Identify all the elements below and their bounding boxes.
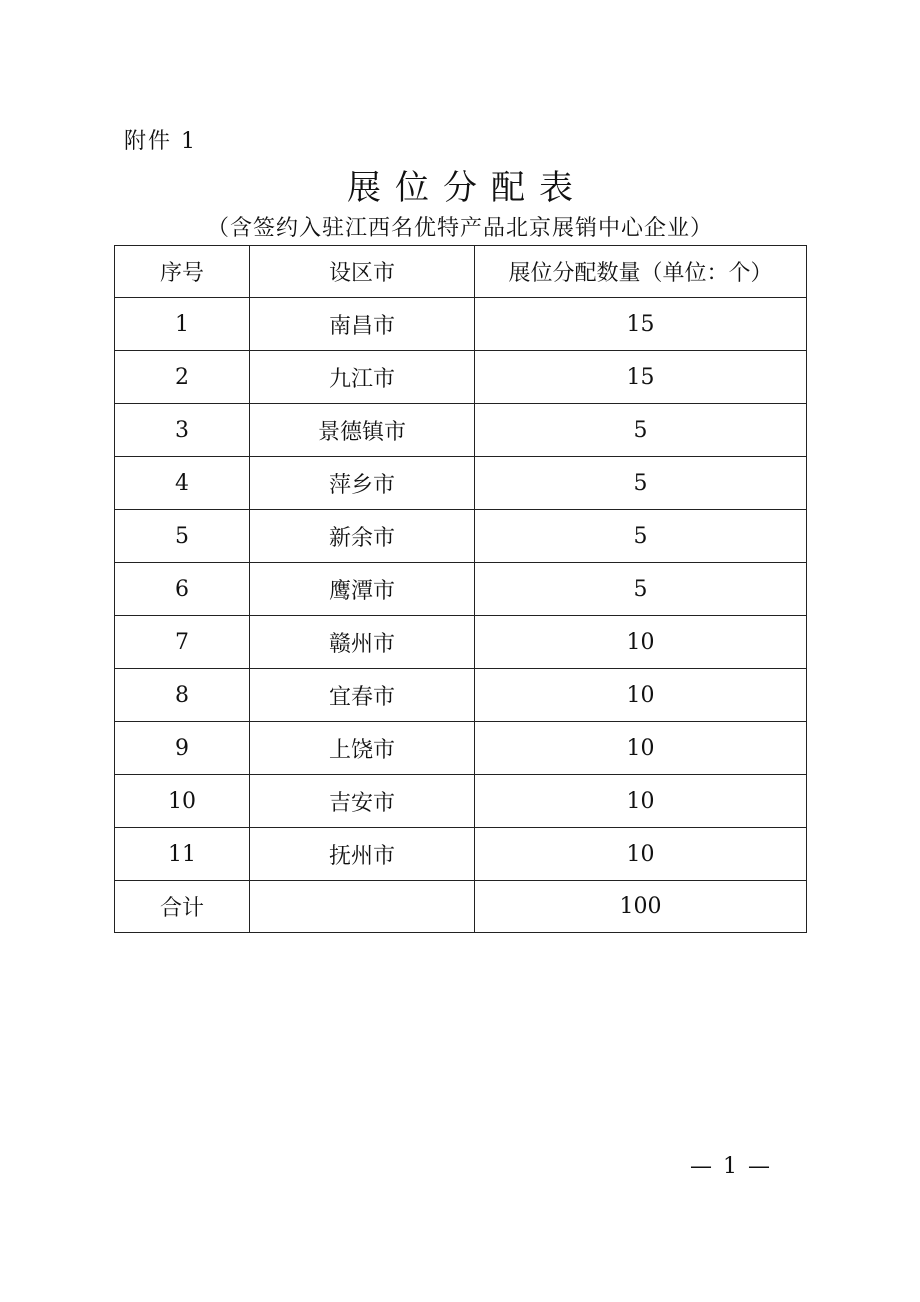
cell-count: 10 <box>475 616 807 669</box>
page-subtitle: （含签约入驻江西名优特产品北京展销中心企业） <box>206 216 713 241</box>
table-row <box>115 669 807 722</box>
table-row <box>115 722 807 775</box>
allocation-table <box>114 245 807 933</box>
cell-count: 5 <box>475 457 807 510</box>
cell-index: 2 <box>115 351 250 404</box>
table-row <box>115 510 807 563</box>
page-title: 展位分配表 <box>347 168 587 208</box>
cell-city: 新余市 <box>250 510 475 563</box>
table-row <box>115 457 807 510</box>
cell-count: 10 <box>475 669 807 722</box>
cell-city: 鹰潭市 <box>250 563 475 616</box>
cell-city: 萍乡市 <box>250 457 475 510</box>
column-header-index: 序号 <box>115 246 250 298</box>
column-header-city: 设区市 <box>250 246 475 298</box>
cell-count: 10 <box>475 722 807 775</box>
cell-index: 10 <box>115 775 250 828</box>
cell-count: 15 <box>475 298 807 351</box>
cell-city: 赣州市 <box>250 616 475 669</box>
total-label: 合计 <box>115 881 250 933</box>
attachment-label: 附件 1 <box>124 129 197 154</box>
cell-index: 3 <box>115 404 250 457</box>
cell-city: 上饶市 <box>250 722 475 775</box>
cell-index: 5 <box>115 510 250 563</box>
cell-count: 10 <box>475 775 807 828</box>
table-row <box>115 828 807 881</box>
cell-index: 4 <box>115 457 250 510</box>
table-row <box>115 351 807 404</box>
cell-index: 8 <box>115 669 250 722</box>
cell-city: 南昌市 <box>250 298 475 351</box>
table-row <box>115 404 807 457</box>
cell-count: 10 <box>475 828 807 881</box>
cell-city: 宜春市 <box>250 669 475 722</box>
cell-index: 9 <box>115 722 250 775</box>
cell-index: 11 <box>115 828 250 881</box>
cell-count: 15 <box>475 351 807 404</box>
total-city-empty <box>250 881 475 933</box>
cell-count: 5 <box>475 563 807 616</box>
cell-index: 1 <box>115 298 250 351</box>
cell-count: 5 <box>475 510 807 563</box>
table-row <box>115 298 807 351</box>
table-row <box>115 775 807 828</box>
page-number: — 1 — <box>690 1154 772 1179</box>
cell-city: 吉安市 <box>250 775 475 828</box>
table-header-row <box>115 246 807 298</box>
total-count: 100 <box>475 881 807 933</box>
cell-index: 7 <box>115 616 250 669</box>
column-header-count: 展位分配数量（单位：个） <box>475 246 807 298</box>
cell-city: 抚州市 <box>250 828 475 881</box>
table-row <box>115 563 807 616</box>
table-row <box>115 616 807 669</box>
table-total-row <box>115 881 807 933</box>
cell-city: 景德镇市 <box>250 404 475 457</box>
cell-city: 九江市 <box>250 351 475 404</box>
cell-index: 6 <box>115 563 250 616</box>
cell-count: 5 <box>475 404 807 457</box>
